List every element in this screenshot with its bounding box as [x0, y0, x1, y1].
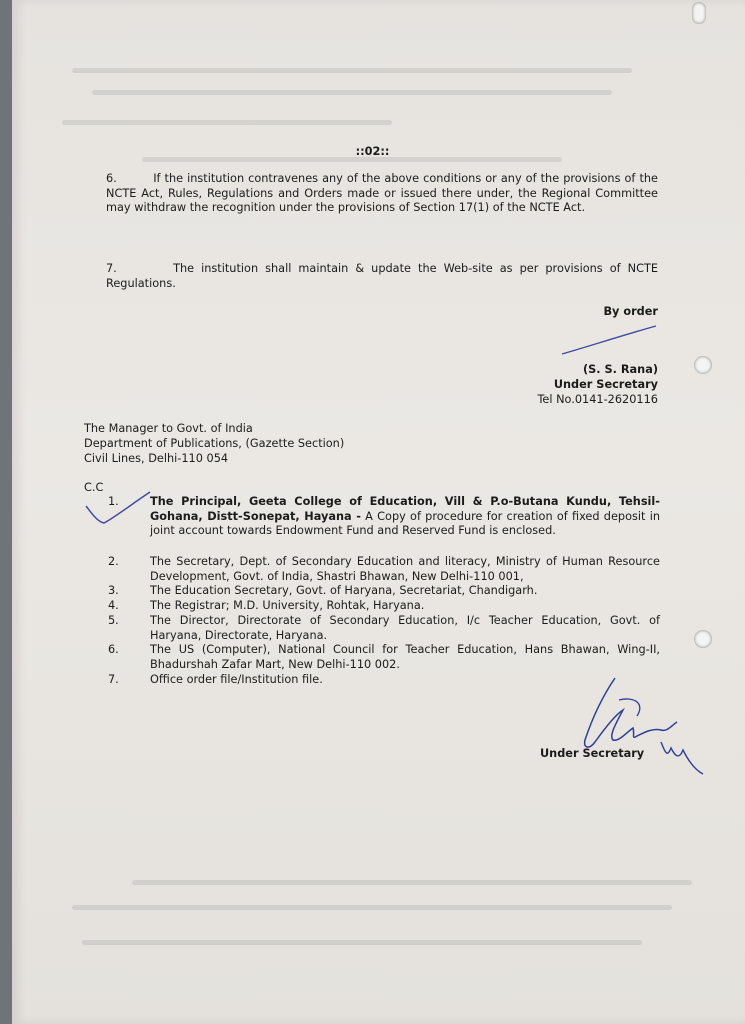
cc-item-text: The US (Computer), National Council for Teacher Education, Hans Bhawan, Wing-II, Bhadurshah Zafar Mart, New Delhi-110 002. — [150, 643, 660, 671]
cc-item-text: Office order file/Institution file. — [150, 673, 323, 686]
addressee-line-2: Department of Publications, (Gazette Section) — [84, 437, 345, 450]
cc-item-text: The Registrar; M.D. University, Rohtak, Haryana. — [150, 599, 425, 612]
punch-hole — [692, 2, 706, 24]
signatory-telephone: Tel No.0141-2620116 — [537, 393, 658, 406]
cc-item-6 — [108, 643, 660, 673]
cc-item-1 — [108, 495, 660, 555]
signatory-name: (S. S. Rana) — [582, 363, 658, 376]
cc-item-number: 3. — [108, 584, 119, 597]
page-marker: ::02:: — [355, 145, 390, 158]
addressee-line-1: The Manager to Govt. of India — [84, 422, 253, 435]
cc-label: C.C — [84, 481, 104, 494]
bleed-through-text — [62, 120, 392, 125]
paragraph-7 — [106, 262, 658, 291]
cc-item-number: 4. — [108, 599, 119, 612]
signatory-designation: Under Secretary — [553, 378, 658, 391]
cc-item-number: 7. — [108, 673, 119, 686]
cc-item-text: The Education Secretary, Govt. of Haryana, Secretariat, Chandigarh. — [150, 584, 538, 597]
signature-stroke — [560, 322, 660, 362]
punch-hole — [694, 630, 712, 648]
bleed-through-text — [92, 90, 612, 95]
cc-item-number: 2. — [108, 555, 119, 568]
cc-item-4 — [108, 599, 660, 614]
cc-item-5 — [108, 614, 660, 644]
handwritten-signature — [575, 670, 715, 780]
bleed-through-text — [132, 880, 692, 885]
bleed-through-text — [72, 905, 672, 910]
paragraph-number: 7. — [106, 262, 117, 275]
by-order-label: By order — [603, 305, 658, 318]
paragraph-number: 6. — [106, 172, 117, 185]
cc-item-number: 6. — [108, 643, 119, 656]
addressee-line-3: Civil Lines, Delhi-110 054 — [84, 452, 229, 465]
cc-item-number: 5. — [108, 614, 119, 627]
bleed-through-text — [72, 68, 632, 73]
cc-item-text: The Director, Directorate of Secondary Education, I/c Teacher Education, Govt. of Haryana, Directorate, Haryana. — [150, 614, 660, 642]
paragraph-6 — [106, 172, 658, 216]
cc-item-text: The Secretary, Dept. of Secondary Education and literacy, Ministry of Human Resource Development, Govt. of India, Shastri Bhawan, New Delhi-110 001, — [150, 555, 660, 583]
cc-item-3 — [108, 584, 660, 599]
cc-item-bold-text: The Principal, Geeta College of Education, Vill & P.o-Butana Kundu, Tehsil-Gohana, Distt-Sonepat, Hayana - — [150, 495, 660, 523]
paragraph-text: If the institution contravenes any of the above conditions or any of the provisions of the NCTE Act, Rules, Regulations and Orders made or issued there under, the Regional Committee may withdraw the recognition under the provisions of Section 17(1) of the NCTE Act. — [106, 172, 658, 215]
punch-hole — [694, 356, 712, 374]
paragraph-text: The institution shall maintain & update the Web-site as per provisions of NCTE Regulations. — [106, 262, 659, 290]
footer-designation: Under Secretary — [540, 747, 645, 760]
bleed-through-text — [82, 940, 642, 945]
cc-item-2 — [108, 555, 660, 585]
cc-item-text: A Copy of procedure for creation of fixed deposit in joint account towards Endowment Fund and Reserved Fund is enclosed. — [150, 509, 660, 538]
cc-item-number: 1. — [108, 495, 119, 508]
